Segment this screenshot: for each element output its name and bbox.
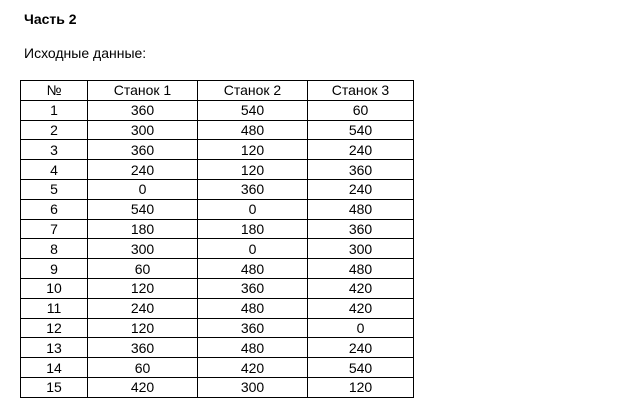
cell-machine-3: 540: [308, 120, 414, 140]
cell-number: 9: [21, 259, 88, 279]
cell-machine-3: 540: [308, 358, 414, 378]
cell-number: 10: [21, 278, 88, 298]
cell-machine-1: 60: [88, 259, 198, 279]
cell-machine-2: 480: [198, 259, 308, 279]
cell-number: 14: [21, 358, 88, 378]
intro-text: Исходные данные:: [24, 45, 147, 61]
data-table: [20, 80, 414, 398]
table-row: [21, 358, 414, 378]
cell-machine-3: 240: [308, 338, 414, 358]
cell-machine-2: 0: [198, 199, 308, 219]
table-row: [21, 318, 414, 338]
cell-machine-2: 420: [198, 358, 308, 378]
table-row: [21, 100, 414, 120]
cell-machine-2: 480: [198, 298, 308, 318]
cell-number: 15: [21, 377, 88, 397]
cell-machine-3: 360: [308, 160, 414, 180]
cell-machine-3: 360: [308, 219, 414, 239]
cell-number: 12: [21, 318, 88, 338]
cell-machine-1: 0: [88, 179, 198, 199]
header-machine-2: Станок 2: [198, 81, 308, 101]
table-row: [21, 298, 414, 318]
cell-machine-3: 120: [308, 377, 414, 397]
cell-number: 11: [21, 298, 88, 318]
header-machine-3: Станок 3: [308, 81, 414, 101]
cell-machine-1: 360: [88, 100, 198, 120]
cell-machine-1: 300: [88, 120, 198, 140]
cell-machine-2: 360: [198, 179, 308, 199]
table-row: [21, 259, 414, 279]
table-row: [21, 377, 414, 397]
cell-machine-1: 240: [88, 298, 198, 318]
cell-machine-3: 240: [308, 140, 414, 160]
table-row: [21, 120, 414, 140]
table-row: [21, 140, 414, 160]
cell-machine-2: 480: [198, 120, 308, 140]
cell-machine-2: 360: [198, 318, 308, 338]
cell-number: 2: [21, 120, 88, 140]
cell-machine-1: 360: [88, 338, 198, 358]
cell-machine-1: 60: [88, 358, 198, 378]
cell-number: 8: [21, 239, 88, 259]
cell-number: 4: [21, 160, 88, 180]
cell-machine-2: 0: [198, 239, 308, 259]
table-row: [21, 239, 414, 259]
cell-number: 3: [21, 140, 88, 160]
cell-machine-1: 300: [88, 239, 198, 259]
table-row: [21, 160, 414, 180]
cell-machine-1: 120: [88, 318, 198, 338]
cell-number: 5: [21, 179, 88, 199]
cell-number: 6: [21, 199, 88, 219]
table-row: [21, 338, 414, 358]
cell-number: 7: [21, 219, 88, 239]
cell-machine-2: 540: [198, 100, 308, 120]
cell-machine-3: 0: [308, 318, 414, 338]
cell-number: 13: [21, 338, 88, 358]
cell-machine-2: 300: [198, 377, 308, 397]
page-title: Часть 2: [24, 11, 77, 27]
table-row: [21, 219, 414, 239]
cell-machine-1: 180: [88, 219, 198, 239]
cell-machine-1: 120: [88, 278, 198, 298]
cell-machine-3: 480: [308, 259, 414, 279]
header-machine-1: Станок 1: [88, 81, 198, 101]
cell-machine-1: 360: [88, 140, 198, 160]
header-number: №: [21, 81, 88, 101]
table-row: [21, 179, 414, 199]
cell-machine-2: 120: [198, 160, 308, 180]
cell-machine-2: 480: [198, 338, 308, 358]
cell-machine-3: 300: [308, 239, 414, 259]
cell-machine-1: 240: [88, 160, 198, 180]
cell-machine-3: 420: [308, 298, 414, 318]
cell-machine-2: 360: [198, 278, 308, 298]
cell-machine-3: 420: [308, 278, 414, 298]
table-row: [21, 278, 414, 298]
cell-machine-2: 120: [198, 140, 308, 160]
table-row: [21, 199, 414, 219]
cell-machine-1: 540: [88, 199, 198, 219]
table-header-row: [21, 81, 414, 101]
cell-machine-2: 180: [198, 219, 308, 239]
cell-machine-3: 480: [308, 199, 414, 219]
cell-number: 1: [21, 100, 88, 120]
cell-machine-3: 60: [308, 100, 414, 120]
cell-machine-3: 240: [308, 179, 414, 199]
cell-machine-1: 420: [88, 377, 198, 397]
